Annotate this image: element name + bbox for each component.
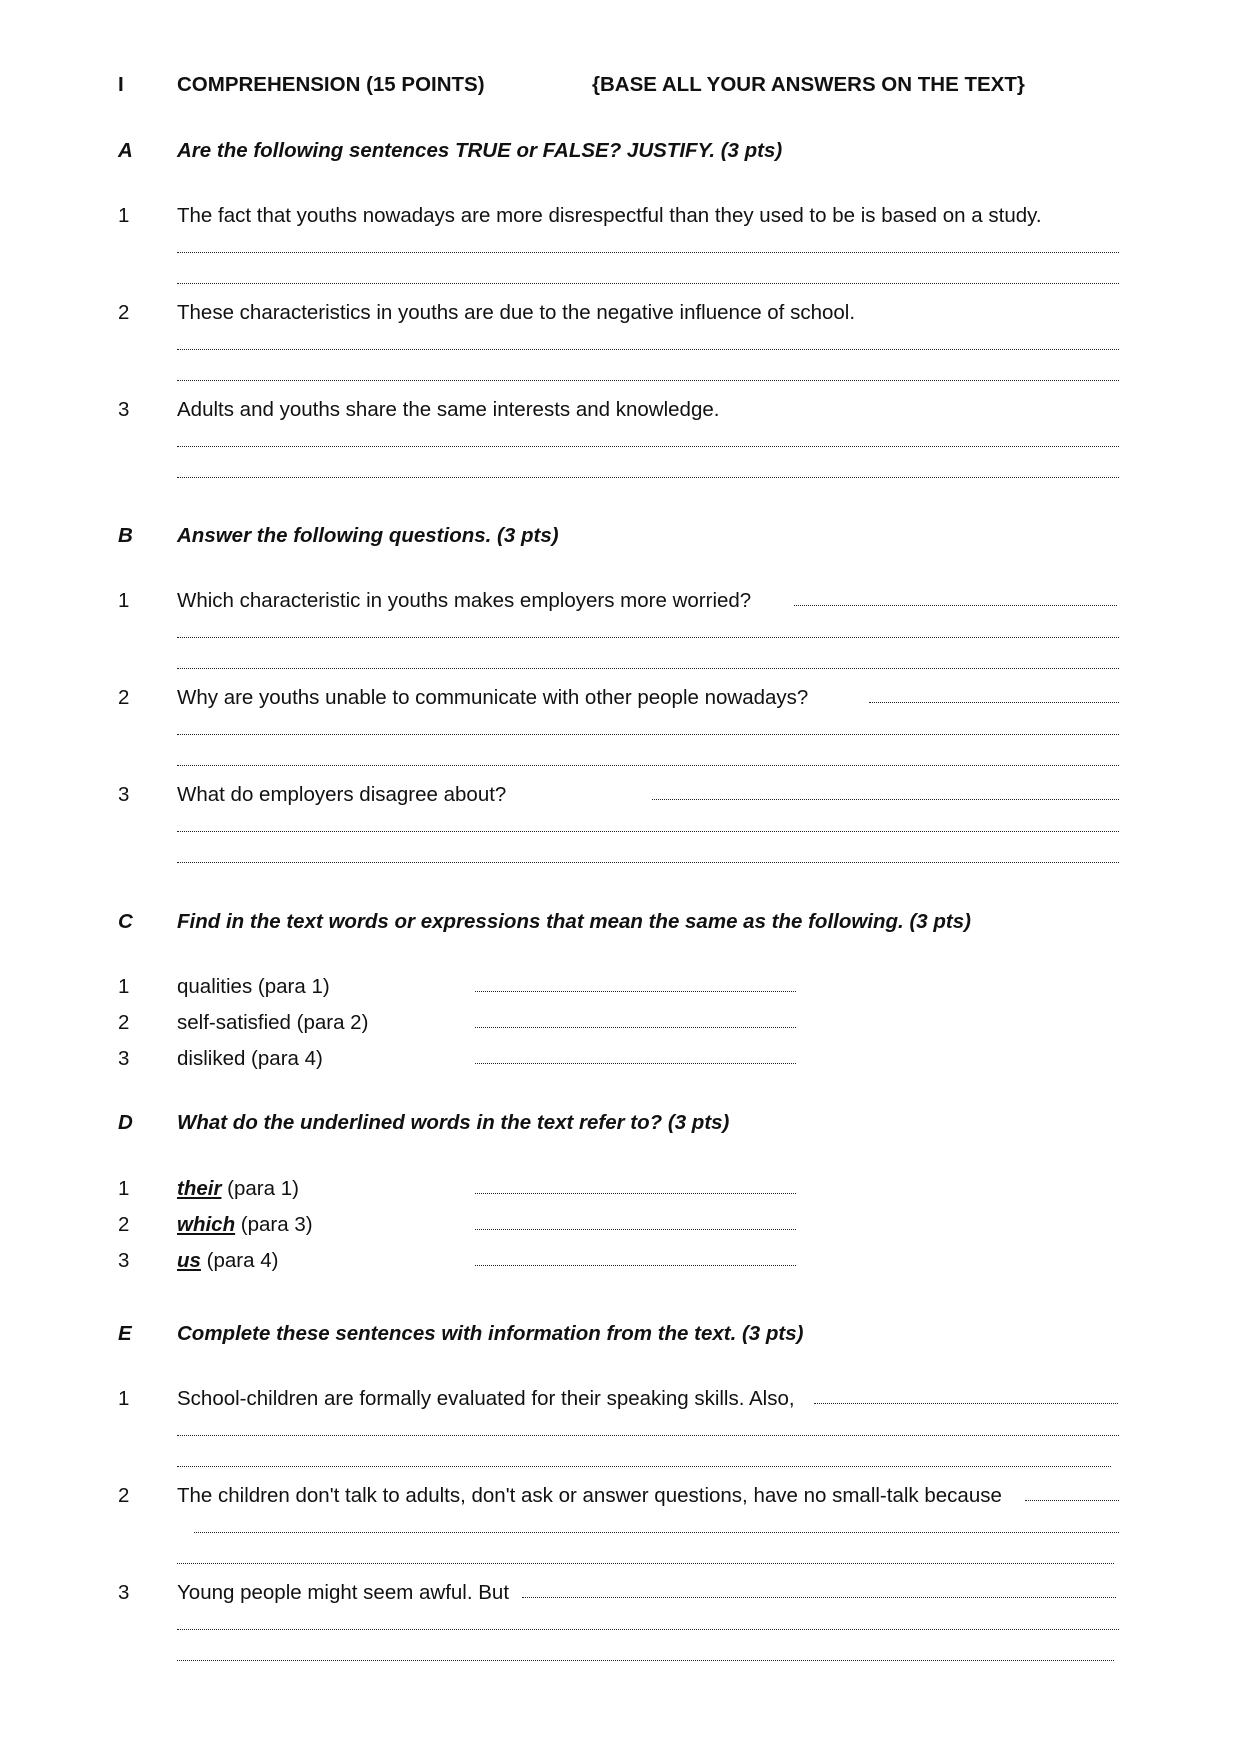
question-number: 3 (118, 398, 130, 421)
section-e-title: Complete these sentences with information from the text. (3 pts) (177, 1322, 804, 1345)
question-number: 2 (118, 1213, 130, 1236)
question-text: School-children are formally evaluated for their speaking skills. Also, (177, 1387, 795, 1410)
question-text (177, 1249, 278, 1273)
answer-line[interactable] (177, 734, 1119, 735)
underlined-word: their (177, 1177, 222, 1200)
answer-line[interactable] (177, 1466, 1111, 1467)
section-instruction: {BASE ALL YOUR ANSWERS ON THE TEXT} (592, 73, 1025, 96)
underlined-word: which (177, 1213, 236, 1236)
section-d-letter: D (118, 1111, 133, 1134)
question-text: disliked (para 4) (177, 1047, 323, 1070)
underlined-word: us (177, 1249, 201, 1272)
question-text (177, 1213, 313, 1237)
section-d-title: What do the underlined words in the text refer to? (3 pts) (177, 1111, 730, 1134)
answer-line[interactable] (475, 1027, 796, 1028)
question-number: 1 (118, 1177, 130, 1200)
answer-line[interactable] (475, 991, 796, 992)
answer-line[interactable] (475, 1229, 796, 1230)
answer-line[interactable] (475, 1265, 796, 1266)
section-roman-numeral: I (118, 73, 124, 96)
question-text: Why are youths unable to communicate with other people nowadays? (177, 686, 809, 709)
section-c-letter: C (118, 910, 133, 933)
question-text: What do employers disagree about? (177, 783, 507, 806)
section-c-title: Find in the text words or expressions that mean the same as the following. (3 pts) (177, 910, 971, 933)
answer-line[interactable] (177, 1660, 1114, 1661)
paragraph-ref: (para 4) (206, 1249, 279, 1272)
section-a-letter: A (118, 139, 133, 162)
answer-line[interactable] (177, 1435, 1119, 1436)
answer-line[interactable] (177, 862, 1119, 863)
question-number: 2 (118, 301, 130, 324)
paragraph-ref: (para 1) (227, 1177, 299, 1200)
question-text: Young people might seem awful. But (177, 1581, 510, 1604)
question-text: Which characteristic in youths makes employers more worried? (177, 589, 752, 612)
answer-line[interactable] (177, 283, 1119, 284)
answer-line[interactable] (177, 349, 1119, 350)
answer-line[interactable] (869, 702, 1119, 703)
answer-line[interactable] (814, 1403, 1118, 1404)
answer-line[interactable] (177, 1629, 1119, 1630)
answer-line[interactable] (475, 1063, 796, 1064)
question-number: 3 (118, 1249, 130, 1272)
section-a-title: Are the following sentences TRUE or FALSE? JUSTIFY. (3 pts) (177, 139, 783, 162)
answer-line[interactable] (177, 668, 1119, 669)
section-b-letter: B (118, 524, 133, 547)
answer-line[interactable] (194, 1532, 1119, 1533)
answer-line[interactable] (177, 380, 1119, 381)
question-text: These characteristics in youths are due to the negative influence of school. (177, 301, 856, 324)
question-number: 1 (118, 204, 130, 227)
question-text: The fact that youths nowadays are more disrespectful than they used to be is based on a study. (177, 204, 1042, 227)
section-b-title: Answer the following questions. (3 pts) (177, 524, 559, 547)
question-number: 3 (118, 1581, 130, 1604)
question-number: 3 (118, 783, 130, 806)
question-text: self-satisfied (para 2) (177, 1011, 369, 1034)
question-number: 1 (118, 1387, 130, 1410)
section-e-letter: E (118, 1322, 132, 1345)
answer-line[interactable] (652, 799, 1119, 800)
question-text: The children don't talk to adults, don't ask or answer questions, have no small-talk because (177, 1484, 1002, 1507)
answer-line[interactable] (177, 1563, 1114, 1564)
question-number: 2 (118, 1484, 130, 1507)
answer-line[interactable] (794, 605, 1117, 606)
paragraph-ref: (para 3) (240, 1213, 313, 1236)
answer-line[interactable] (177, 446, 1119, 447)
question-text: qualities (para 1) (177, 975, 330, 998)
answer-line[interactable] (177, 477, 1119, 478)
section-title: COMPREHENSION (15 POINTS) (177, 73, 485, 96)
answer-line[interactable] (177, 831, 1119, 832)
answer-line[interactable] (475, 1193, 796, 1194)
question-number: 1 (118, 975, 130, 998)
question-number: 2 (118, 1011, 130, 1034)
question-number: 2 (118, 686, 130, 709)
answer-line[interactable] (1025, 1500, 1119, 1501)
answer-line[interactable] (522, 1597, 1116, 1598)
question-text: Adults and youths share the same interests and knowledge. (177, 398, 720, 421)
answer-line[interactable] (177, 637, 1119, 638)
answer-line[interactable] (177, 252, 1119, 253)
question-number: 1 (118, 589, 130, 612)
question-number: 3 (118, 1047, 130, 1070)
question-text (177, 1177, 299, 1201)
answer-line[interactable] (177, 765, 1119, 766)
